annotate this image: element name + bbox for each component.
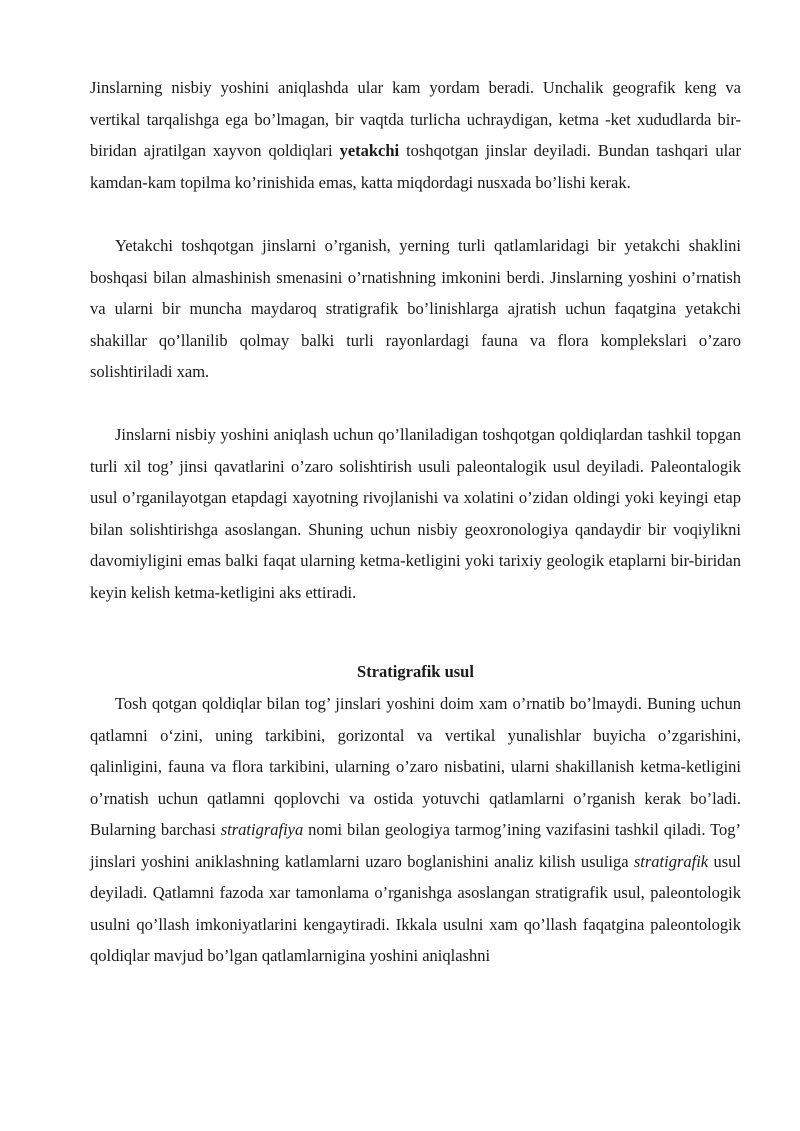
paragraph-4-text-2: nomi bilan geologiya tarmog’ining vazifasini tashkil qiladi. Tog’ jinslari yoshini aniklashning katlamlarni uzaro boglanishini analiz kilish usuliga xyxy=(90,820,741,871)
paragraph-1-text-end: toshqotgan jinslar deyiladi. Bundan tashqari ular kamdan-kam topilma ko’rinishida emas, katta miqdordagi nusxada bo’lishi kerak. xyxy=(90,141,741,192)
paragraph-1-text-start: Jinslarning nisbiy yoshini aniqlashda ular kam yordam beradi. Unchalik geografik keng va vertikal tarqalishga ega bo’lmagan, bir vaqtda turlicha uchraydigan, ketma -ket xududlarda bir-biridan ajratilgan xayvon qoldiqlari xyxy=(90,78,741,160)
paragraph-4 xyxy=(90,688,741,972)
paragraph-1 xyxy=(90,72,741,198)
paragraph-2: Yetakchi toshqotgan jinslarni o’rganish, yerning turli qatlamlaridagi bir yetakchi shaklini boshqasi bilan almashinish smenasini o’rnatishning imkonini berdi. Jinslarning yoshini o’rnatish va ularni bir muncha maydaroq stratigrafik bo’linishlarga ajratish uchun faqatgina yetakchi shakillar qo’llanilib qolmay balki turli rayonlardagi fauna va flora komplekslari o’zaro solishtiriladi xam. xyxy=(90,236,741,381)
term-stratigrafiya: stratigrafiya xyxy=(220,820,304,839)
term-stratigrafik: stratigrafik xyxy=(633,851,709,871)
paragraph-4-text-1: Tosh qotgan qoldiqlar bilan tog’ jinslari yoshini doim xam o’rnatib bo’lmaydi. Buning uchun qatlamni o‘zini, uning tarkibini, gorizontal va vertikal yunalishlar buyicha o’zgarishini, qalinligini, fauna va flora tarkibini, ularning o’zaro nisbatini, ularni shakillanish ketma-ketligini o’rnatish uchun qatlamni qoplovchi va ostida yotuvchi qatlamlarni o’rganish kerak bo’ladi. Bularning barchasi xyxy=(90,694,741,839)
term-yetakchi: yetakchi xyxy=(339,141,400,160)
section-heading: Stratigrafik usul xyxy=(357,662,474,681)
paragraph-4-text-3: usul deyiladi. Qatlamni fazoda xar tamonlama o’rganishga asoslangan stratigrafik usul, paleontologik usulni qo’llash imkoniyatlarini kengaytiradi. Ikkala usulni xam qo’llash faqatgina paleontologik qoldiqlar mavjud bo’lgan qatlamlarnigina yoshini aniqlashni xyxy=(90,851,741,965)
paragraph-3: Jinslarni nisbiy yoshini aniqlash uchun qo’llaniladigan toshqotgan qoldiqlardan tashkil topgan turli xil tog’ jinsi qavatlarini o’zaro solishtirish usuli paleontalogik usul deyiladi. Paleontalogik usul o’rganilayotgan etapdagi xayotning rivojlanishi va xolatini o’zidan oldingi yoki keyingi etap bilan solishtirishga asoslangan. Shuning uchun nisbiy geoxronologiya qandaydir bir voqiylikni davomiyligini emas balki faqat ularning ketma-ketligini yoki tarixiy geologik etaplarni bir-biridan keyin kelish ketma-ketligini aks ettiradi. xyxy=(90,425,741,602)
